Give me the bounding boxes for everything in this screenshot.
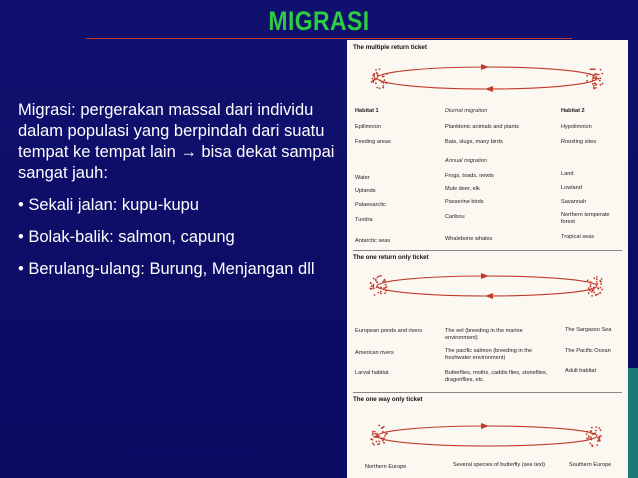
habitat-dot (372, 442, 374, 444)
bullet-return: • Bolak-balik: salmon, capung (18, 228, 235, 246)
habitat-dot (376, 441, 378, 443)
cell-organism: Mule deer, elk (445, 186, 480, 192)
habitat-dot (591, 295, 593, 297)
habitat-dot (374, 73, 376, 75)
cell-habitat1: Epilimnion (355, 124, 381, 130)
habitat-dot (594, 68, 596, 70)
loop-diagram-one-way (377, 426, 597, 446)
habitat-dot (598, 78, 600, 80)
habitat-dot (376, 72, 378, 74)
habitat-dot (601, 73, 603, 75)
habitat-dot (383, 442, 385, 444)
habitat-dot (600, 283, 602, 285)
habitat-dot (601, 278, 603, 280)
habitat-dot (383, 75, 385, 77)
definition-text: Migrasi: pergerakan massal dari individu dalam populasi yang berpindah dari suatu tempat ke tempat lain → bisa dekat sampai sangat jauh: (18, 101, 335, 182)
habitat-dot (586, 433, 588, 435)
habitat-dot (379, 68, 381, 70)
habitat-dot (590, 286, 592, 288)
habitat-dot (372, 431, 374, 433)
slide-body (18, 100, 343, 291)
habitat-dot (380, 293, 382, 295)
cell-organism: The pacific salmon (breeding in the freshwater environment) (445, 348, 533, 361)
habitat-dot (380, 287, 382, 289)
habitat-dot (586, 75, 588, 77)
cell-organism: Bats, slugs, many birds (445, 139, 503, 145)
habitat-dot (373, 288, 375, 290)
section-title-return-once: The one return only ticket (353, 254, 429, 261)
arrow-left-icon (485, 86, 493, 92)
habitat-dot (378, 443, 380, 445)
cell-habitat2: The Sargasso Sea (565, 327, 612, 333)
habitat-dot (373, 444, 375, 446)
habitat-2-heading: Habitat 2 (561, 108, 585, 114)
cell-habitat2: Hypolimnion (561, 124, 592, 130)
habitat-dot (372, 434, 374, 436)
habitat-dot (600, 69, 602, 71)
arrow-left-icon (485, 293, 493, 299)
habitat-dot (383, 426, 385, 428)
arrow-right-icon (481, 64, 489, 70)
habitat-dot (374, 78, 376, 80)
habitat-dot (373, 75, 375, 77)
habitat-dot (373, 278, 375, 280)
habitat-dot (586, 438, 588, 440)
slide-title: MIGRASI (268, 6, 370, 36)
habitat-dot (593, 292, 595, 294)
habitat-dot (384, 435, 386, 437)
habitat-dot (373, 436, 375, 438)
habitat-dot (375, 280, 377, 282)
habitat-dot (600, 281, 602, 283)
habitat-dot (587, 279, 589, 281)
migration-figure (347, 40, 628, 478)
cell-habitat1: Uplands (355, 188, 376, 194)
habitat-dot (592, 77, 594, 79)
habitat-dot (595, 83, 597, 85)
habitat-dot (380, 291, 382, 293)
habitat-dot (378, 292, 380, 294)
cell-habitat1: Water (355, 175, 370, 181)
habitat-dot (383, 287, 385, 289)
cell-habitat1: Northern Europe (365, 464, 407, 470)
cell-organism: Whalebone whales (445, 236, 493, 242)
habitat-dot (595, 87, 597, 89)
habitat-dot (595, 294, 597, 296)
habitat-dot (599, 292, 601, 294)
cell-organism: Planktonic animals and plants (445, 124, 520, 130)
habitat-dot (374, 294, 376, 296)
habitat-dot (599, 80, 601, 82)
habitat-dot (588, 435, 590, 437)
cell-habitat2: The Pacific Ocean (565, 348, 611, 354)
corner-decoration (628, 368, 638, 478)
habitat-dot (372, 78, 374, 80)
habitat-dot (385, 287, 387, 289)
habitat-dot (372, 439, 374, 441)
habitat-dot (383, 85, 385, 87)
habitat-dot (590, 284, 592, 286)
cell-habitat2: Northern temperate forest (561, 212, 610, 225)
arrow-right-icon (481, 423, 489, 429)
habitat-dot (593, 85, 595, 87)
habitat-dot (592, 83, 594, 85)
habitat-dot (384, 279, 386, 281)
cell-habitat2: Adult habitat (565, 368, 597, 374)
bullet-repeated: • Berulang-ulang: Burung, Menjangan dll (18, 260, 315, 278)
habitat-dot (591, 427, 593, 429)
habitat-dot (382, 87, 384, 89)
habitat-dot (374, 431, 376, 433)
habitat-dot (374, 433, 376, 435)
habitat-dot (378, 275, 380, 277)
cell-habitat2: Land (561, 171, 574, 177)
habitat-dot (386, 433, 388, 435)
habitat-dot (599, 427, 601, 429)
section-title-one-way: The one way only ticket (353, 396, 423, 403)
habitat-dot (377, 281, 379, 283)
cell-habitat2: Southern Europe (569, 462, 612, 468)
habitat-dot (385, 284, 387, 286)
cell-organism: Caribou (445, 214, 465, 220)
habitat-dot (370, 282, 372, 284)
habitat-dot (589, 443, 591, 445)
habitat-dot (588, 292, 590, 294)
habitat-dot (384, 292, 386, 294)
habitat-dot (595, 73, 597, 75)
title-underline (86, 38, 572, 39)
cell-habitat2: Tropical seas (561, 234, 595, 240)
habitat-dot (590, 430, 592, 432)
habitat-dot (593, 289, 595, 291)
cell-habitat1: Palaeoarctic (355, 202, 386, 208)
cell-habitat1: Feeding areas (355, 139, 391, 145)
habitat-dot (379, 87, 381, 89)
habitat-dot (384, 79, 386, 81)
habitat-dot (596, 278, 598, 280)
cell-organism: Passerine birds (445, 199, 484, 205)
habitat-dot (588, 287, 590, 289)
habitat-dot (596, 426, 598, 428)
habitat-dot (593, 88, 595, 90)
habitat-dot (378, 425, 380, 427)
habitat-dot (596, 276, 598, 278)
habitat-dot (378, 441, 380, 443)
habitat-1-heading: Habitat 1 (355, 108, 379, 114)
section-divider (353, 250, 622, 251)
habitat-dot (376, 87, 378, 89)
habitat-dot (370, 287, 372, 289)
section-divider (353, 392, 622, 393)
habitat-dot (601, 289, 603, 291)
habitat-dot (599, 77, 601, 79)
habitat-dot (600, 84, 602, 86)
cell-habitat1: European ponds and rivers (355, 328, 423, 334)
loop-diagram-multiple (377, 67, 597, 89)
habitat-dot (593, 277, 595, 279)
habitat-dot (376, 433, 378, 435)
habitat-dot (381, 427, 383, 429)
habitat-dot (598, 74, 600, 76)
habitat-dot (600, 435, 602, 437)
habitat-dot (597, 293, 599, 295)
habitat-dot (375, 82, 377, 84)
habitat-dot (371, 81, 373, 83)
habitat-dot (382, 440, 384, 442)
cell-habitat1: Tundra (355, 217, 373, 223)
habitat-dot (596, 281, 598, 283)
habitat-dot (594, 77, 596, 79)
cell-habitat2: Savannah (561, 199, 587, 205)
habitat-dot (590, 68, 592, 70)
habitat-dot (375, 69, 377, 71)
habitat-dot (596, 444, 598, 446)
habitat-dot (595, 430, 597, 432)
cell-organism: Several species of butterfly (see text) (453, 462, 546, 468)
habitat-dot (597, 437, 599, 439)
habitat-dot (588, 437, 590, 439)
habitat-dot (591, 444, 593, 446)
habitat-dot (602, 83, 604, 85)
section-title-multiple: The multiple return ticket (353, 44, 427, 51)
habitat-dot (598, 288, 600, 290)
habitat-dot (599, 440, 601, 442)
cell-habitat1: American rivers (355, 350, 394, 356)
habitat-dot (592, 68, 594, 70)
habitat-dot (586, 80, 588, 82)
diurnal-heading: Diurnal migration (445, 108, 488, 114)
bullet-one-way: • Sekali jalan: kupu-kupu (18, 196, 199, 214)
cell-organism: The eel (breeding in the marine environment) (445, 328, 523, 341)
annual-heading: Annual migration (445, 158, 487, 164)
habitat-dot (377, 277, 379, 279)
cell-organism: Butterflies, moths, caddis flies, stoneflies, dragonflies, etc. (445, 370, 548, 383)
cell-habitat1: Larval habitat (355, 370, 389, 376)
cell-habitat2: Roosting sites (561, 139, 597, 145)
cell-organism: Frogs, toads, newts (445, 173, 494, 179)
habitat-dot (378, 436, 380, 438)
habitat-dot (382, 280, 384, 282)
habitat-dot (600, 429, 602, 431)
habitat-dot (372, 285, 374, 287)
cell-habitat1: Antarctic seas (355, 238, 391, 244)
habitat-dot (380, 275, 382, 277)
loop-diagram-return-once (377, 276, 597, 296)
habitat-dot (600, 287, 602, 289)
arrow-right-icon (481, 273, 489, 279)
habitat-dot (373, 79, 375, 81)
cell-habitat2: Lowland (561, 185, 582, 191)
